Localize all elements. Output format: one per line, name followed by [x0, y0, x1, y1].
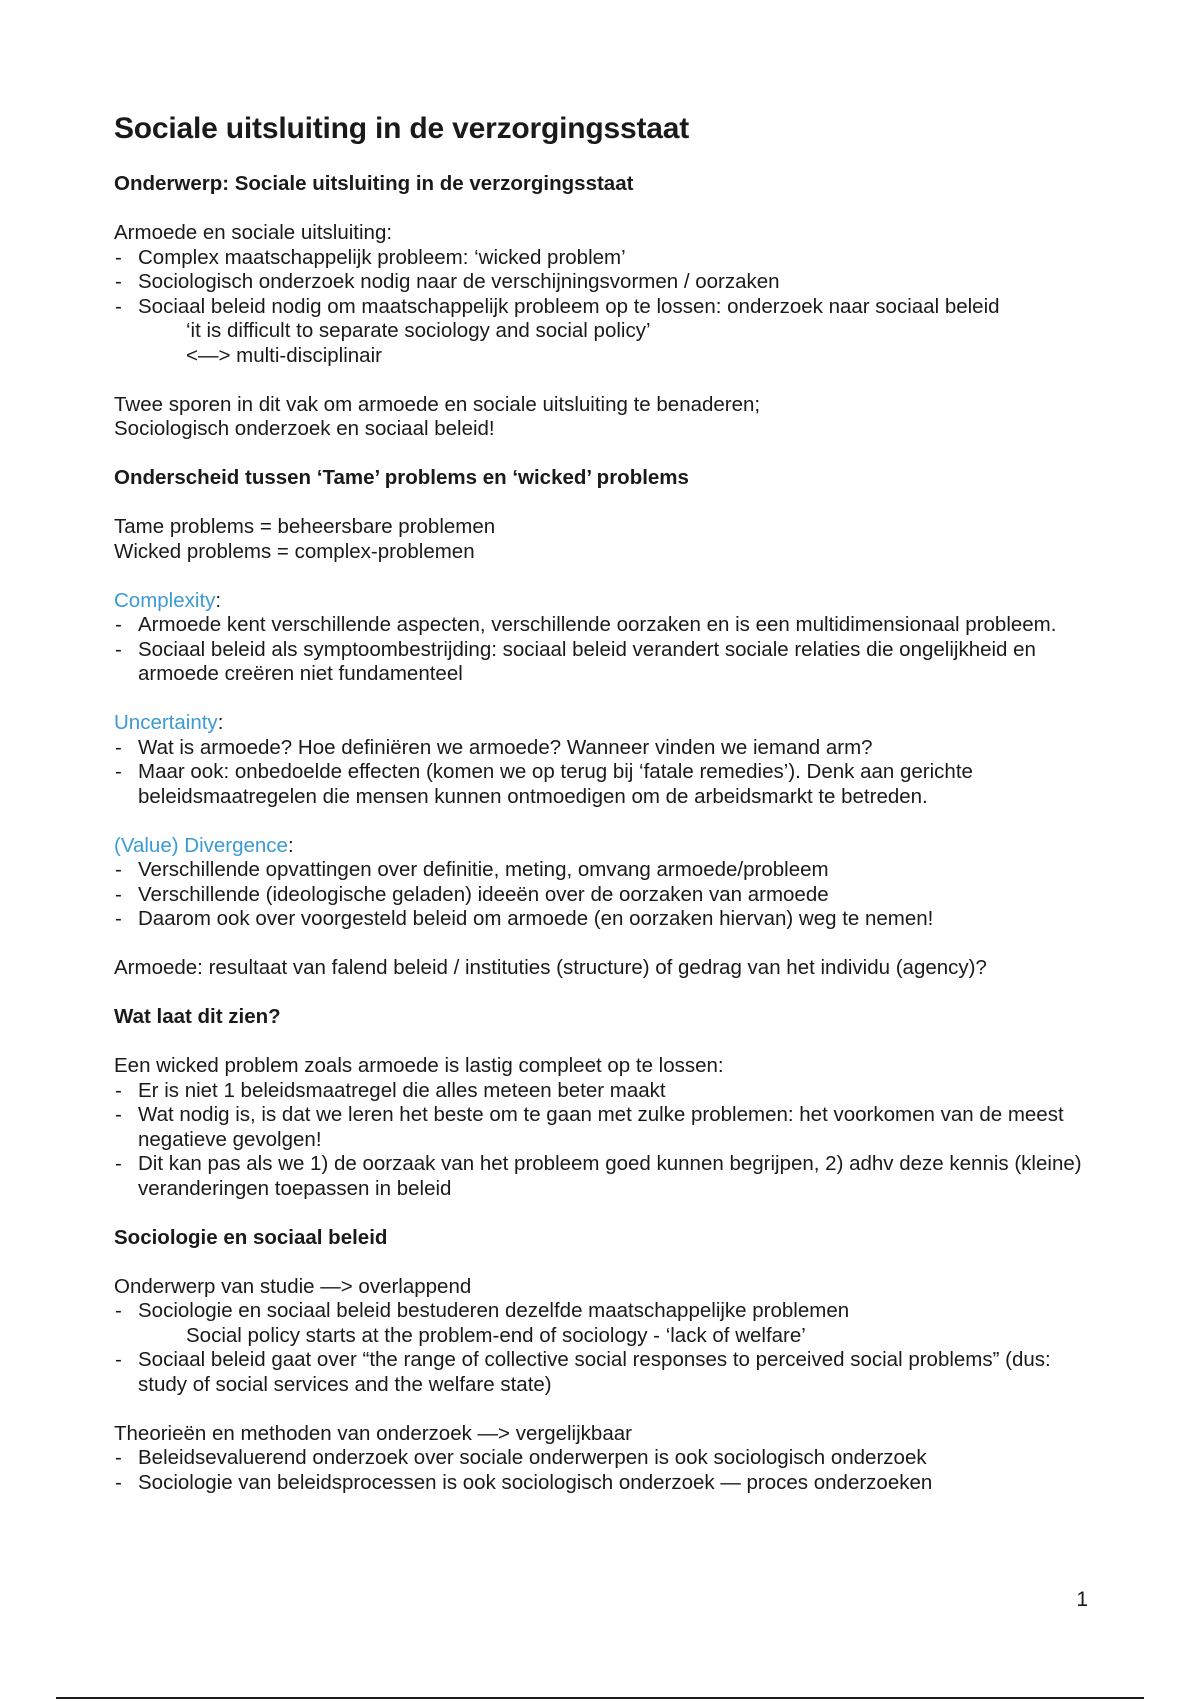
tame-wicked-heading: Onderscheid tussen ‘Tame’ problems en ‘wicked’ problems — [114, 466, 689, 489]
socio-list-1 — [114, 1299, 1104, 1324]
intro-list — [114, 246, 1104, 320]
list-item: - Daarom ook over voorgesteld beleid om armoede (en oorzaken hiervan) weg te nemen! — [114, 907, 1104, 932]
complexity-term: Complexity — [114, 588, 216, 612]
list-item: - Sociaal beleid als symptoombestrijding: sociaal beleid verandert sociale relaties die ongelijkheid en armoede creëren niet fundamenteel — [114, 638, 1104, 687]
socio-list-1b — [114, 1348, 1104, 1397]
list-item: - Sociaal beleid gaat over “the range of collective social responses to perceived social problems” (dus: study of social services and the welfare state) — [114, 1348, 1104, 1397]
list-item: - Verschillende opvattingen over definitie, meting, omvang armoede/probleem — [114, 858, 1104, 883]
socio-quote: Social policy starts at the problem-end of sociology - ‘lack of welfare’ — [186, 1323, 806, 1347]
topic-heading: Onderwerp: Sociale uitsluiting in de verzorgingsstaat — [114, 172, 634, 195]
list-item: - Er is niet 1 beleidsmaatregel die alles meteen beter maakt — [114, 1079, 1104, 1104]
tracks-line-2: Sociologisch onderzoek en sociaal beleid! — [114, 417, 495, 440]
document-body — [114, 110, 1104, 1495]
complexity-label: Complexity: — [114, 588, 222, 612]
bottom-divider — [56, 1697, 1144, 1699]
tracks-line-1: Twee sporen in dit vak om armoede en sociale uitsluiting te benaderen; — [114, 392, 761, 416]
intro-label: Armoede en sociale uitsluiting: — [114, 221, 393, 244]
socio-label-2: Theorieën en methoden van onderzoek —> vergelijkbaar — [114, 1421, 632, 1445]
list-item: - Beleidsevaluerend onderzoek over sociale onderwerpen is ook sociologisch onderzoek — [114, 1446, 1104, 1471]
socio-label-1: Onderwerp van studie —> overlappend — [114, 1274, 472, 1298]
list-item: - Sociologie van beleidsprocessen is ook sociologisch onderzoek — proces onderzoeken — [114, 1471, 1104, 1496]
uncertainty-label: Uncertainty: — [114, 711, 224, 734]
show-heading: Wat laat dit zien? — [114, 1005, 281, 1028]
list-item: - Complex maatschappelijk probleem: ‘wicked problem’ — [114, 246, 1104, 271]
complexity-list — [114, 613, 1104, 687]
list-item: - Sociologie en sociaal beleid bestuderen dezelfde maatschappelijke problemen — [114, 1299, 1104, 1324]
wicked-definition: Wicked problems = complex-problemen — [114, 539, 475, 563]
show-label: Een wicked problem zoals armoede is lastig compleet op te lossen: — [114, 1054, 724, 1077]
intro-quote: ‘it is difficult to separate sociology and social policy’ — [186, 319, 651, 342]
list-item: - Verschillende (ideologische geladen) ideeën over de oorzaken van armoede — [114, 883, 1104, 908]
page-number: 1 — [1076, 1588, 1088, 1611]
page-title: Sociale uitsluiting in de verzorgingsstaat — [114, 112, 690, 145]
list-item: - Sociaal beleid nodig om maatschappelijk probleem op te lossen: onderzoek naar sociaal beleid — [114, 295, 1104, 320]
structure-agency-line: Armoede: resultaat van falend beleid / instituties (structure) of gedrag van het individu (agency)? — [114, 956, 987, 979]
intro-arrow: <—> multi-disciplinair — [186, 343, 382, 367]
divergence-list — [114, 858, 1104, 932]
divergence-term: (Value) Divergence — [114, 833, 288, 857]
list-item: - Dit kan pas als we 1) de oorzaak van het probleem goed kunnen begrijpen, 2) adhv deze kennis (kleine) veranderingen toepassen in beleid — [114, 1152, 1104, 1201]
show-list — [114, 1079, 1104, 1202]
list-item: - Wat nodig is, is dat we leren het beste om te gaan met zulke problemen: het voorkomen van de meest negatieve gevolgen! — [114, 1103, 1104, 1152]
list-item: - Wat is armoede? Hoe definiëren we armoede? Wanneer vinden we iemand arm? — [114, 736, 1104, 761]
list-item: - Armoede kent verschillende aspecten, verschillende oorzaken en is een multidimensionaal probleem. — [114, 613, 1104, 638]
socio-list-2 — [114, 1446, 1104, 1495]
socio-heading: Sociologie en sociaal beleid — [114, 1225, 388, 1249]
tame-definition: Tame problems = beheersbare problemen — [114, 515, 496, 538]
divergence-label: (Value) Divergence: — [114, 833, 294, 857]
uncertainty-term: Uncertainty — [114, 711, 218, 734]
list-item: - Sociologisch onderzoek nodig naar de verschijningsvormen / oorzaken — [114, 270, 1104, 295]
uncertainty-list — [114, 736, 1104, 810]
list-item: - Maar ook: onbedoelde effecten (komen we op terug bij ‘fatale remedies’). Denk aan gerichte beleidsmaatregelen die mensen kunnen ontmoedigen om de arbeidsmarkt te betreden. — [114, 760, 1104, 809]
